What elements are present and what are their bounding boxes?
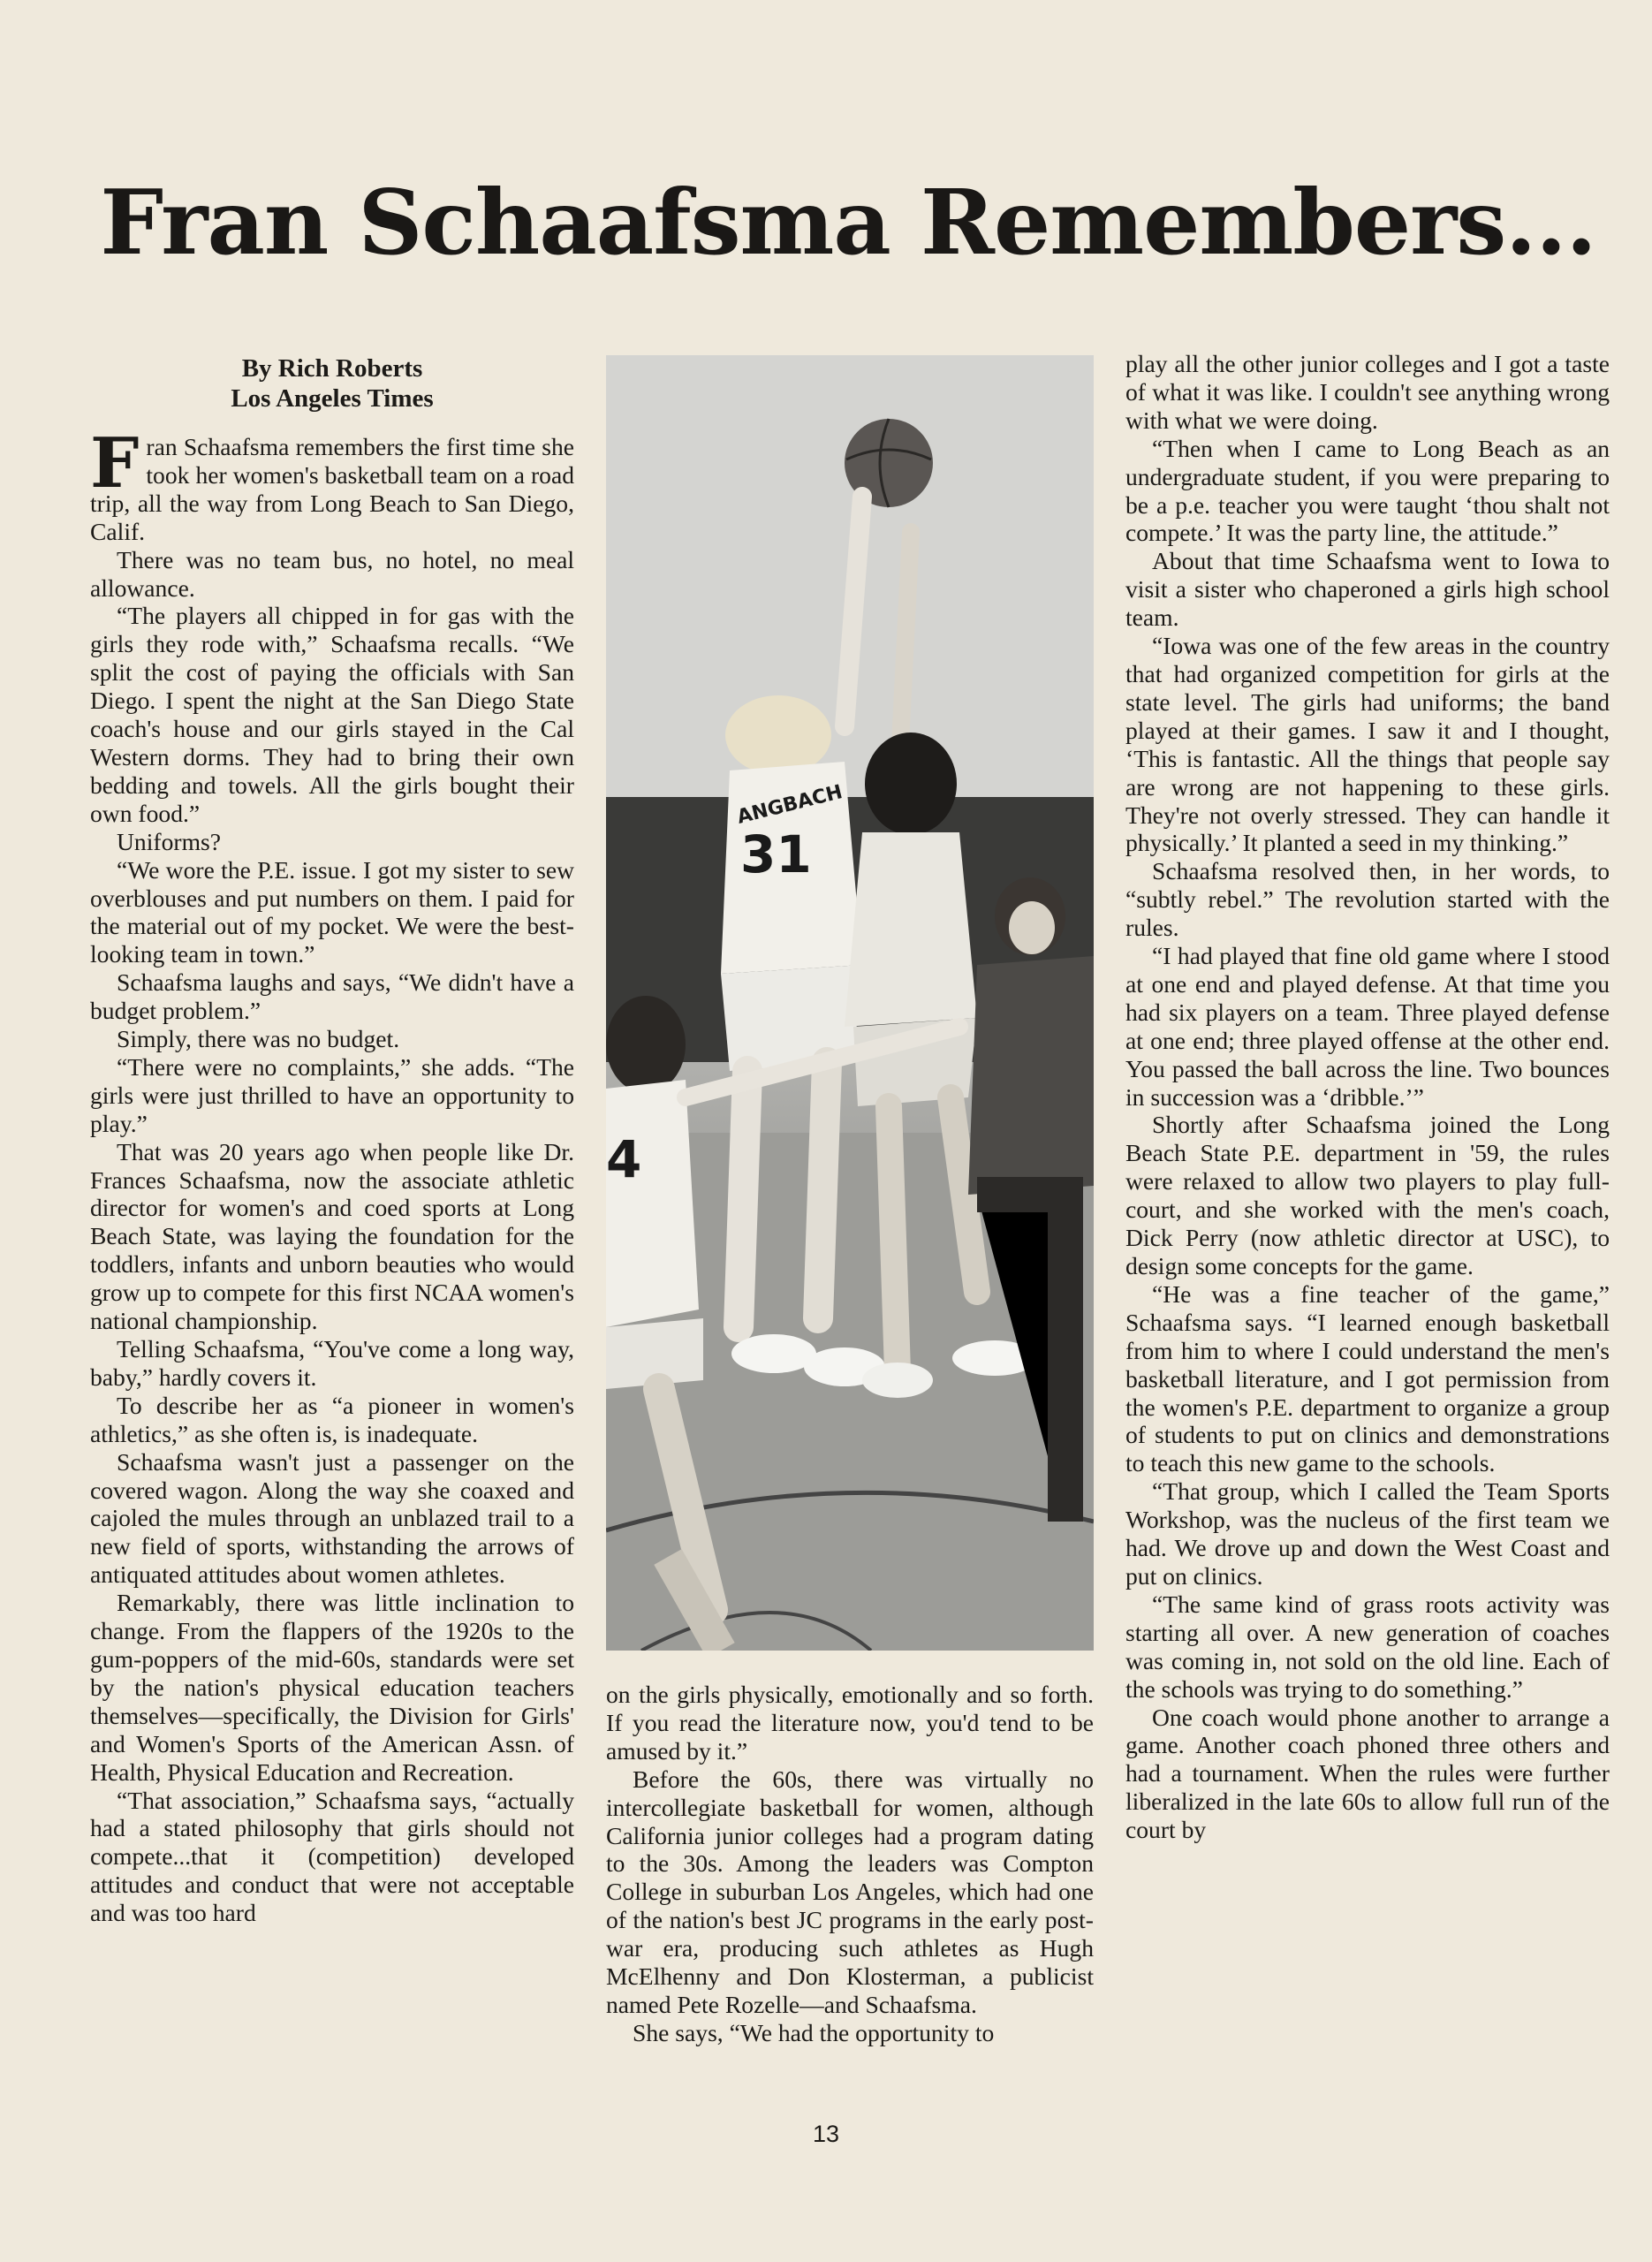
paragraph: “Then when I came to Long Beach as an undergraduate student, if you were preparing to be a p.e. teacher you were taught ‘thou shalt not compete.’ It was the party line, the attitude.” <box>1125 434 1610 547</box>
paragraph: Shortly after Schaafsma joined the Long Beach State P.E. department in '59, the rules were relaxed to allow two players to play full-court, and she worked with the men's coach, Dick Perry (now athletic director at USC), to design some concepts for the game. <box>1125 1111 1610 1279</box>
middle-column-continuation <box>606 1681 1094 1765</box>
middle-column-paragraphs <box>606 1765 1094 2047</box>
paragraph: “I had played that fine old game where I stood at one end and played defense. At that time you had six players on a team. Three played defense at one end; three played offense at the other end. You passed the ball across the line. Two bounces in succession was a ‘dribble.’” <box>1125 942 1610 1111</box>
lead-paragraph-text: ran Schaafsma remembers the first time she took her women's basketball team on a road trip, all the way from Long Beach to San Diego, Calif. <box>90 433 574 545</box>
paragraph: To describe her as “a pioneer in women's athletics,” as she often is, is inadequate. <box>90 1391 574 1447</box>
paragraph: “The players all chipped in for gas with the girls they rode with,” Schaafsma recalls. “We split the cost of paying the officials with San Diego. I spent the night at the San Diego State coach's house and our girls stayed in the Cal Western dorms. They had to bring their own bedding and towels. All the girls bought their own food.” <box>90 602 574 827</box>
right-column-continuation <box>1125 350 1610 435</box>
byline-author: By Rich Roberts <box>241 354 423 383</box>
paragraph: “There were no complaints,” she adds. “The girls were just thrilled to have an opportunity to play.” <box>90 1052 574 1137</box>
paragraph: There was no team bus, no hotel, no meal allowance. <box>90 545 574 602</box>
paragraph: Before the 60s, there was virtually no intercollegiate basketball for women, although California junior colleges had a program dating to the 30s. Among the leaders was Compton College in suburban Los Angeles, which had one of the nation's best JC programs in the early post-war era, producing such athletes as Hugh McElhenny and Don Klosterman, a publicist named Pete Rozelle—and Schaafsma. <box>606 1765 1094 2018</box>
paragraph: Telling Schaafsma, “You've come a long way, baby,” hardly covers it. <box>90 1335 574 1391</box>
right-column <box>1125 350 1610 1844</box>
paragraph: Schaafsma wasn't just a passenger on the covered wagon. Along the way she coaxed and cajoled the mules through an unblazed trail to a new field of sports, withstanding the arrows of antiquated attitudes about women athletes. <box>90 1447 574 1589</box>
paragraph: About that time Schaafsma went to Iowa to visit a sister who chaperoned a girls high school team. <box>1125 547 1610 632</box>
paragraph: Uniforms? <box>117 827 222 855</box>
paragraph: play all the other junior colleges and I got a taste of what it was like. I couldn't see anything wrong with what we were doing. <box>1125 350 1610 434</box>
paragraph: One coach would phone another to arrange a game. Another coach phoned three others and had a tournament. When the rules were further liberalized in the late 60s to allow full run of the court by <box>1125 1703 1610 1844</box>
drop-cap: F <box>90 423 140 504</box>
paragraph: Schaafsma laughs and says, “We didn't have a budget problem.” <box>90 968 574 1025</box>
byline-publication: Los Angeles Times <box>231 384 434 413</box>
jersey-name: ANGBACH <box>734 781 845 829</box>
paragraph: “We wore the P.E. issue. I got my sister to sew overblouses and put numbers on them. I paid for the material out of my pocket. We were the best-looking team in town.” <box>90 855 574 968</box>
byline <box>90 353 574 414</box>
basketball-photo <box>606 355 1094 1651</box>
left-column <box>90 350 574 1927</box>
paragraph: Schaafsma resolved then, in her words, to “subtly rebel.” The revolution started with the rules. <box>1125 857 1610 942</box>
page-number: 13 <box>812 2121 840 2147</box>
paragraph: “Iowa was one of the few areas in the country that had organized competition for girls at the state level. The girls had uniforms; the band played at their games. I saw it and I thought, ‘This is fantastic. All the things that people say are wrong are not happening to these girls. They're not overly stressed. They can handle it physically.’ It planted a seed in my thinking.” <box>1125 632 1610 857</box>
paragraph: “He was a fine teacher of the game,” Schaafsma says. “I learned enough basketball from him to where I could understand the men's basketball literature, and I got permission from the women's P.E. department to organize a group of students to put on clinics and demonstrations to teach this new game to the schools. <box>1125 1279 1610 1477</box>
jersey-number-31: 31 <box>740 824 812 884</box>
paragraph: “The same kind of grass roots activity was starting all over. A new generation of coaches was coming in, not sold on the old line. Each of the schools was trying to do something.” <box>1125 1590 1610 1703</box>
headline: Fran Schaafsma Remembers... <box>100 170 1596 275</box>
right-column-paragraphs <box>1125 435 1610 1844</box>
paragraph: Simply, there was no budget. <box>117 1025 400 1053</box>
paragraph: Remarkably, there was little inclination to change. From the flappers of the 1920s to the gum-poppers of the mid-60s, standards were set by the nation's physical education teachers themselves—specifically, the Division for Girls' and Women's Sports of the American Assn. of Health, Physical Education and Recreation. <box>90 1589 574 1786</box>
paragraph: “That group, which I called the Team Sports Workshop, was the nucleus of the first team we had. We drove up and down the West Coast and put on clinics. <box>1125 1477 1610 1590</box>
middle-column <box>606 1681 1094 2047</box>
paragraph: “That association,” Schaafsma says, “actually had a stated philosophy that girls should not compete...that it (competition) developed attitudes and conduct that were not acceptable and was too hard <box>90 1786 574 1927</box>
lead-paragraph <box>90 423 574 546</box>
paragraph: She says, “We had the opportunity to <box>633 2018 995 2046</box>
left-column-paragraphs <box>90 546 574 1927</box>
paragraph: on the girls physically, emotionally and so forth. If you read the literature now, you'd tend to be amused by it.” <box>606 1681 1094 1765</box>
jersey-number-4: 4 <box>606 1129 642 1189</box>
basketball-photo-illustration <box>606 355 1094 1651</box>
paragraph: That was 20 years ago when people like Dr. Frances Schaafsma, now the associate athletic director for women's and coed sports at Long Beach State, was laying the foundation for the toddlers, infants and unborn beauties who would grow up to compete for this first NCAA women's national championship. <box>90 1137 574 1335</box>
